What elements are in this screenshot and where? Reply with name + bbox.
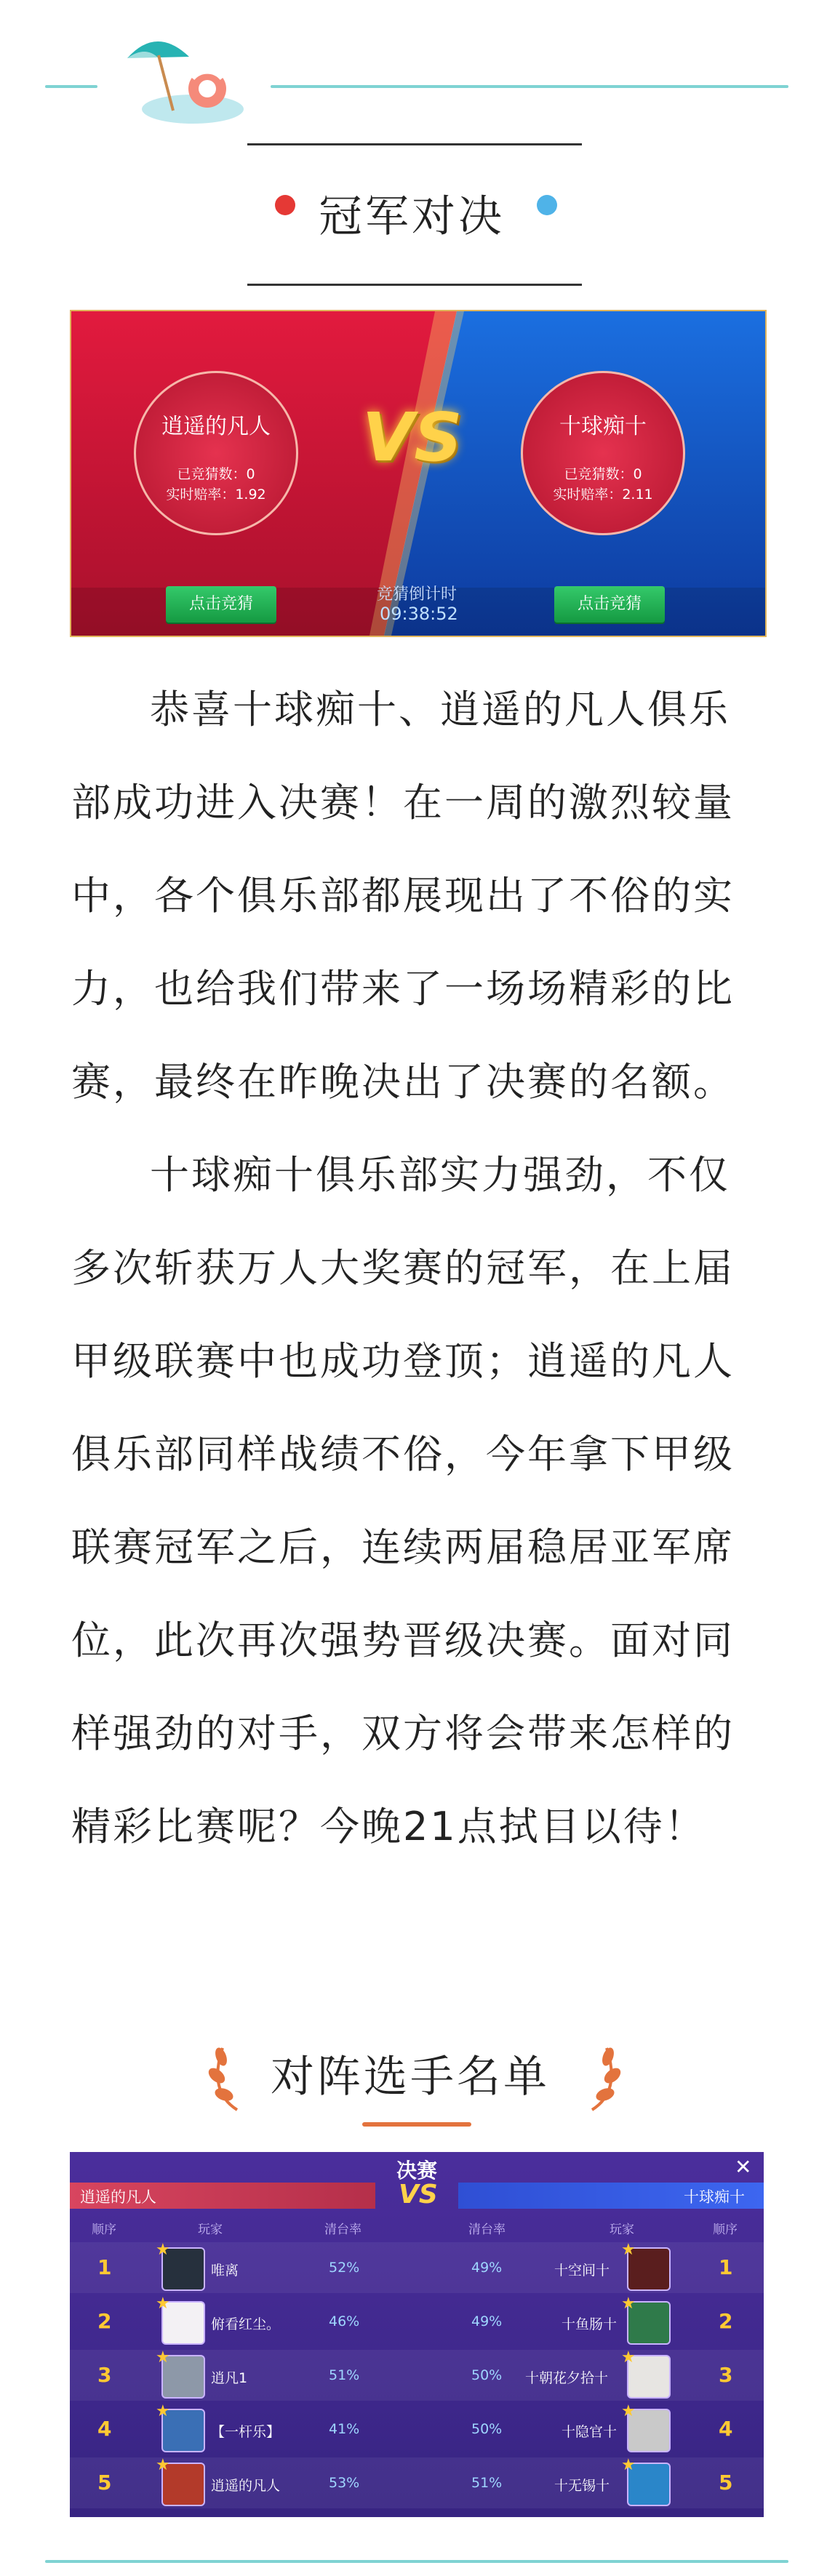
star-icon: ★ <box>621 2456 636 2474</box>
row-right-rate: 50% <box>471 2421 503 2437</box>
roster-right-team-name: 十球痴十 <box>684 2188 745 2206</box>
match-card <box>70 310 767 637</box>
vs-emblem: VS <box>362 399 463 476</box>
article-paragraph-2: 十球痴十俱乐部实力强劲，不仅多次斩获万人大奖赛的冠军，在上届甲级联赛中也成功登顶；逍遥的凡人俱乐部同样战绩不俗，今年拿下甲级联赛冠军之后，连续两届稳居亚军席位，此次再次强势晋级决赛。面对同样强劲的对手，双方将会带来怎样的精彩比赛呢？今晚21点拭目以待！ <box>71 1152 735 1849</box>
star-icon: ★ <box>621 2295 636 2313</box>
row-rank-right: 3 <box>719 2363 733 2387</box>
countdown-label: 竞猜倒计时 <box>377 585 458 604</box>
right-team-guess-count: 已竞猜数：0 <box>564 466 642 482</box>
row-right-player: 十鱼肠十 <box>562 2316 618 2332</box>
roster-row <box>70 2404 764 2455</box>
row-rank-left: 4 <box>97 2417 112 2441</box>
row-left-player: 【一杆乐】 <box>211 2424 281 2440</box>
roster-left-team-name: 逍遥的凡人 <box>80 2188 156 2206</box>
header-player-right: 玩家 <box>610 2223 634 2237</box>
star-icon: ★ <box>156 2456 170 2474</box>
roster-close-button[interactable]: ✕ <box>735 2155 752 2179</box>
row-rank-left: 3 <box>97 2363 112 2387</box>
header-rank-right: 顺序 <box>713 2223 738 2237</box>
row-right-rate: 49% <box>471 2313 503 2329</box>
right-team-badge <box>521 371 685 535</box>
title-rule-bottom <box>247 284 582 286</box>
row-rank-right: 1 <box>719 2255 733 2279</box>
top-divider-right <box>271 85 788 88</box>
left-guess-button[interactable]: 点击竞猜 <box>166 586 276 623</box>
section-title-final: 冠军对决 <box>319 191 505 242</box>
row-left-rate: 46% <box>329 2313 360 2329</box>
article-paragraph-1: 恭喜十球痴十、逍遥的凡人俱乐部成功进入决赛！在一周的激烈较量中，各个俱乐部都展现出了不俗的实力，也给我们带来了一场场精彩的比赛，最终在昨晚决出了决赛的名额。 <box>71 687 735 1105</box>
row-right-player: 十空间十 <box>554 2263 610 2279</box>
row-left-player: 俯看红尘。 <box>211 2316 281 2332</box>
row-left-player: 逍遥的凡人 <box>211 2478 281 2494</box>
roster-row <box>70 2242 764 2293</box>
row-left-player: 唯离 <box>211 2263 239 2279</box>
star-icon: ★ <box>156 2348 170 2367</box>
row-right-rate: 49% <box>471 2260 503 2276</box>
row-right-rate: 50% <box>471 2367 503 2383</box>
roster-row <box>70 2296 764 2347</box>
roster-panel <box>70 2152 764 2517</box>
row-left-rate: 41% <box>329 2421 360 2437</box>
left-team-guess-count: 已竞猜数：0 <box>177 466 255 482</box>
left-team-odds: 实时赔率：1.92 <box>166 487 266 503</box>
row-left-rate: 52% <box>329 2260 360 2276</box>
star-icon: ★ <box>621 2241 636 2259</box>
roster-title-underline <box>362 2122 471 2127</box>
top-divider-left <box>45 85 97 88</box>
row-right-player: 十朝花夕拾十 <box>525 2370 609 2386</box>
left-team-name: 逍遥的凡人 <box>161 414 271 439</box>
section-title-roster: 对阵选手名单 <box>271 2052 550 2103</box>
row-rank-left: 5 <box>97 2471 112 2495</box>
row-left-player: 逍凡1 <box>211 2370 248 2386</box>
roster-row <box>70 2350 764 2401</box>
header-rate-left: 清台率 <box>324 2223 361 2237</box>
row-right-rate: 51% <box>471 2475 503 2491</box>
row-left-rate: 53% <box>329 2475 360 2491</box>
row-right-player: 十隐官十 <box>562 2424 618 2440</box>
star-icon: ★ <box>621 2348 636 2367</box>
beach-umbrella-icon <box>116 29 247 124</box>
row-rank-right: 5 <box>719 2471 733 2495</box>
roster-title: 决赛 <box>396 2159 437 2183</box>
row-rank-right: 4 <box>719 2417 733 2441</box>
row-rank-left: 1 <box>97 2255 112 2279</box>
row-left-rate: 51% <box>329 2367 360 2383</box>
countdown-timer: 09:38:52 <box>380 604 458 624</box>
laurel-right-icon <box>578 2041 628 2113</box>
star-icon: ★ <box>156 2295 170 2313</box>
right-team-odds: 实时赔率：2.11 <box>553 487 653 503</box>
bottom-divider <box>45 2560 788 2563</box>
right-guess-button[interactable]: 点击竞猜 <box>554 586 665 623</box>
right-team-name: 十球痴十 <box>559 414 647 439</box>
row-rank-right: 2 <box>719 2309 733 2333</box>
article-body <box>71 663 762 1873</box>
blue-dot-decoration <box>537 195 557 215</box>
row-right-player: 十无锡十 <box>554 2478 610 2494</box>
star-icon: ★ <box>156 2402 170 2420</box>
roster-vs-emblem: VS <box>399 2180 438 2209</box>
header-rank-left: 顺序 <box>92 2223 116 2237</box>
header-player-left: 玩家 <box>198 2223 223 2237</box>
laurel-left-icon <box>201 2041 252 2113</box>
title-rule-top <box>247 143 582 145</box>
star-icon: ★ <box>621 2402 636 2420</box>
roster-row <box>70 2457 764 2508</box>
star-icon: ★ <box>156 2241 170 2259</box>
header-rate-right: 清台率 <box>468 2223 506 2237</box>
row-rank-left: 2 <box>97 2309 112 2333</box>
red-dot-decoration <box>275 195 295 215</box>
left-team-badge <box>134 371 298 535</box>
